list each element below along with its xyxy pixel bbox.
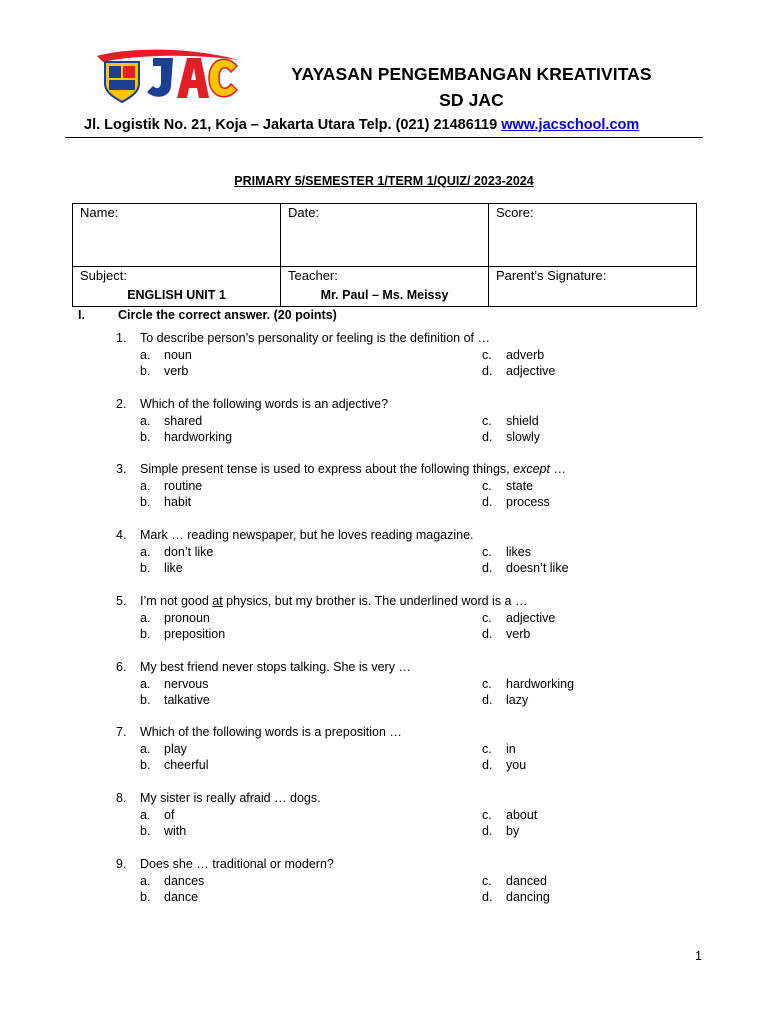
option-text[interactable]: by	[506, 824, 520, 838]
option-text[interactable]: nervous	[164, 677, 209, 691]
option-letter[interactable]: a.	[140, 808, 151, 822]
option-letter[interactable]: b.	[140, 693, 151, 707]
option-text[interactable]: habit	[164, 495, 192, 509]
option-text[interactable]: pronoun	[164, 611, 210, 625]
option-letter[interactable]: b.	[140, 758, 151, 772]
question-text-main: Does she … traditional or modern?	[140, 857, 334, 871]
option-letter[interactable]: c.	[482, 874, 492, 888]
quiz-title: PRIMARY 5/SEMESTER 1/TERM 1/QUIZ/ 2023-2024	[234, 174, 534, 188]
school-name: SD JAC	[439, 90, 504, 110]
question-item	[0, 791, 768, 851]
option-text[interactable]: hardworking	[164, 430, 233, 444]
parent-signature-cell[interactable]	[489, 267, 697, 307]
score-cell[interactable]	[489, 204, 697, 267]
subject-label: Subject:	[80, 268, 127, 283]
option-text[interactable]: shared	[164, 414, 203, 428]
subject-value: ENGLISH UNIT 1	[127, 288, 226, 302]
question-text-tail: …	[549, 462, 566, 476]
option-text[interactable]: state	[506, 479, 534, 493]
question-item	[0, 528, 768, 588]
option-text[interactable]: likes	[506, 545, 532, 559]
option-text[interactable]: with	[164, 824, 187, 838]
question-text-main: My best friend never stops talking. She is very …	[140, 660, 411, 674]
option-text[interactable]: dancing	[506, 890, 550, 904]
question-text-main: Simple present tense is used to express about the following things,	[140, 462, 514, 476]
website-link[interactable]: www.jacschool.com	[501, 117, 640, 133]
question-number: 3.	[116, 462, 127, 476]
date-label: Date:	[288, 205, 320, 220]
option-letter[interactable]: d.	[482, 495, 493, 509]
question-text	[140, 331, 490, 345]
question-item	[0, 594, 768, 654]
option-letter[interactable]: a.	[140, 874, 151, 888]
address-line	[84, 117, 639, 133]
student-info-table	[72, 203, 697, 307]
option-letter[interactable]: d.	[482, 890, 493, 904]
option-text[interactable]: slowly	[506, 430, 541, 444]
question-text	[140, 791, 321, 805]
option-letter[interactable]: b.	[140, 627, 151, 641]
option-letter[interactable]: a.	[140, 677, 151, 691]
option-letter[interactable]: d.	[482, 561, 493, 575]
question-number: 7.	[116, 725, 127, 739]
option-text[interactable]: cheerful	[164, 758, 209, 772]
name-cell[interactable]	[73, 204, 281, 267]
parent-signature-label: Parent’s Signature:	[496, 268, 607, 283]
question-text-main: I’m not good	[140, 594, 213, 608]
option-text[interactable]: adverb	[506, 348, 545, 362]
question-text	[140, 660, 411, 674]
option-letter[interactable]: a.	[140, 611, 151, 625]
question-number: 4.	[116, 528, 127, 542]
option-text[interactable]: dance	[164, 890, 199, 904]
question-item	[0, 331, 768, 391]
question-item	[0, 725, 768, 785]
question-item	[0, 857, 768, 917]
teacher-cell	[281, 267, 489, 307]
question-number: 9.	[116, 857, 127, 871]
date-cell[interactable]	[281, 204, 489, 267]
question-number: 5.	[116, 594, 127, 608]
option-text[interactable]: preposition	[164, 627, 226, 641]
option-letter[interactable]: c.	[482, 348, 492, 362]
option-text[interactable]: play	[164, 742, 187, 756]
option-letter[interactable]: d.	[482, 824, 493, 838]
question-text	[140, 594, 527, 608]
question-number: 1.	[116, 331, 127, 345]
option-letter[interactable]: c.	[482, 742, 492, 756]
option-letter[interactable]: d.	[482, 364, 493, 378]
option-letter[interactable]: b.	[140, 495, 151, 509]
header-divider	[65, 137, 703, 138]
option-text[interactable]: don’t like	[164, 545, 214, 559]
question-text	[140, 462, 566, 476]
option-letter[interactable]: c.	[482, 611, 492, 625]
option-text[interactable]: adjective	[506, 611, 556, 625]
option-text[interactable]: shield	[506, 414, 539, 428]
name-label: Name:	[80, 205, 119, 220]
option-letter[interactable]: d.	[482, 693, 493, 707]
option-letter[interactable]: c.	[482, 479, 492, 493]
question-text-emphasis: except	[513, 462, 550, 476]
option-letter[interactable]: a.	[140, 479, 151, 493]
question-number: 2.	[116, 397, 127, 411]
option-text[interactable]: danced	[506, 874, 548, 888]
option-letter[interactable]: c.	[482, 677, 492, 691]
address-text: Jl. Logistik No. 21, Koja – Jakarta Utara Telp. (021) 21486119	[84, 117, 498, 133]
question-item	[0, 660, 768, 720]
option-text[interactable]: verb	[506, 627, 531, 641]
option-letter[interactable]: b.	[140, 561, 151, 575]
option-letter[interactable]: b.	[140, 890, 151, 904]
option-text[interactable]: hardworking	[506, 677, 575, 691]
option-text[interactable]: lazy	[506, 693, 529, 707]
question-text	[140, 397, 388, 411]
question-text-main: To describe person’s personality or feeling is the definition of …	[140, 331, 490, 345]
option-letter[interactable]: a.	[140, 414, 151, 428]
option-text[interactable]: about	[506, 808, 538, 822]
option-letter[interactable]: d.	[482, 627, 493, 641]
subject-cell	[73, 267, 281, 307]
question-text-main: Which of the following words is an adjective?	[140, 397, 389, 411]
question-text-main: Mark … reading newspaper, but he loves reading magazine.	[140, 528, 474, 542]
question-text-main: My sister is really afraid … dogs.	[140, 791, 321, 805]
question-text	[140, 725, 402, 739]
option-letter[interactable]: c.	[482, 808, 492, 822]
option-letter[interactable]: a.	[140, 348, 151, 362]
question-text-tail: physics, but my brother is. The underlined word is a …	[222, 594, 528, 608]
section-instruction: Circle the correct answer. (20 points)	[118, 308, 337, 322]
option-letter[interactable]: c.	[482, 545, 492, 559]
teacher-label: Teacher:	[288, 268, 338, 283]
question-number: 6.	[116, 660, 127, 674]
question-number: 8.	[116, 791, 127, 805]
option-text[interactable]: dances	[164, 874, 205, 888]
question-text-main: Which of the following words is a preposition …	[140, 725, 402, 739]
option-letter[interactable]: d.	[482, 758, 493, 772]
option-text[interactable]: talkative	[164, 693, 210, 707]
foundation-name: YAYASAN PENGEMBANGAN KREATIVITAS	[291, 64, 652, 84]
option-letter[interactable]: c.	[482, 414, 492, 428]
page-number: 1	[695, 949, 702, 963]
section-number: I.	[78, 308, 85, 322]
option-text[interactable]: doesn’t like	[506, 561, 569, 575]
option-letter[interactable]: b.	[140, 364, 151, 378]
question-text	[140, 528, 474, 542]
option-letter[interactable]: d.	[482, 430, 493, 444]
option-text[interactable]: adjective	[506, 364, 556, 378]
option-letter[interactable]: a.	[140, 545, 151, 559]
option-text[interactable]: in	[506, 742, 516, 756]
score-label: Score:	[496, 205, 534, 220]
option-text[interactable]: noun	[164, 348, 192, 362]
option-text[interactable]: verb	[164, 364, 189, 378]
teacher-value: Mr. Paul – Ms. Meissy	[320, 288, 449, 302]
question-item	[0, 462, 768, 522]
option-text[interactable]: you	[506, 758, 527, 772]
option-letter[interactable]: b.	[140, 430, 151, 444]
option-letter[interactable]: b.	[140, 824, 151, 838]
option-letter[interactable]: a.	[140, 742, 151, 756]
question-item	[0, 397, 768, 457]
option-text[interactable]: process	[506, 495, 550, 509]
option-text[interactable]: of	[164, 808, 175, 822]
question-text	[140, 857, 334, 871]
option-text[interactable]: routine	[164, 479, 203, 493]
option-text[interactable]: like	[164, 561, 183, 575]
question-text-underlined: at	[212, 594, 223, 608]
